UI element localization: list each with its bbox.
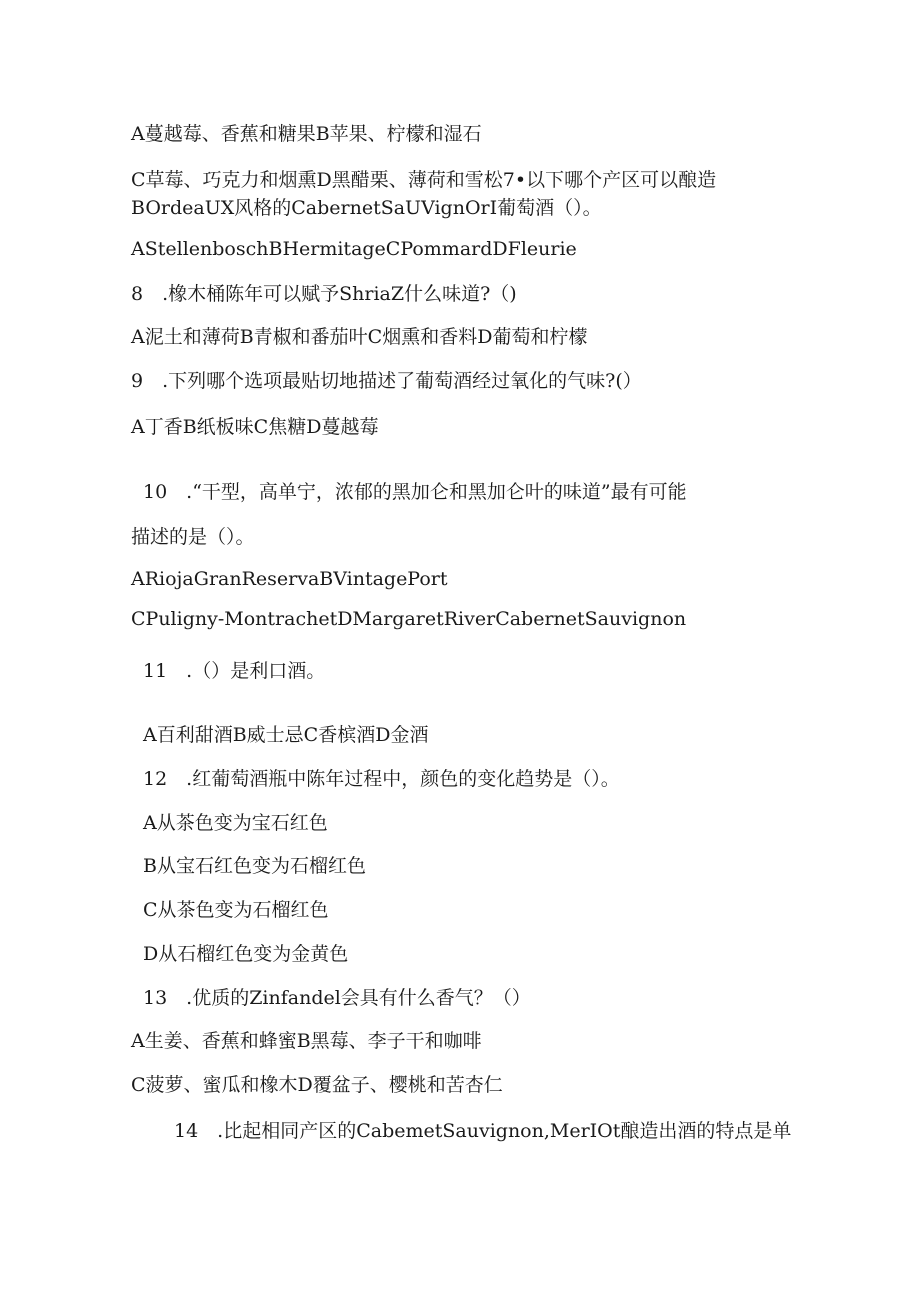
question-13: 13 .优质的Zinfandel会具有什么香气？（） [143, 987, 531, 1009]
answer-options-q13-ab: A生姜、香蕉和蜂蜜B黑莓、李子干和咖啡 [131, 1030, 482, 1052]
answer-option-q12-b: B从宝石红色变为石榴红色 [143, 855, 366, 877]
question-10: 10 .“干型，高单宁，浓郁的黑加仑和黑加仑叶的味道”最有可能 [143, 481, 687, 503]
answer-option-q12-c: C从茶色变为石榴红色 [143, 899, 329, 921]
answer-option-q12-a: A从茶色变为宝石红色 [143, 812, 328, 834]
answer-options-q9: A丁香B纸板味C焦糖D蔓越莓 [131, 416, 379, 438]
question-9: 9 .下列哪个选项最贴切地描述了葡萄酒经过氧化的气味?(） [131, 370, 642, 392]
answer-options-q6-ab: A蔓越莓、香蕉和糖果B苹果、柠檬和湿石 [131, 123, 482, 145]
question-14: 14 .比起相同产区的CabemetSauvignon,MerIOt酿造出酒的特点是单 [174, 1120, 792, 1142]
question-12: 12 .红葡萄酒瓶中陈年过程中，颜色的变化趋势是（）。 [143, 768, 620, 790]
answer-options-q6-cd-and-question-7: C草莓、巧克力和烟熏D黑醋栗、薄荷和雪松7•以下哪个产区可以酿造 [131, 169, 717, 191]
question-11: 11 .（）是利口酒。 [143, 660, 326, 682]
answer-options-q7: AStellenboschBHermitageCPommardDFleurie [131, 238, 577, 260]
answer-options-q8: A泥土和薄荷B青椒和番茄叶C烟熏和香料D葡萄和柠檬 [131, 326, 588, 348]
answer-options-q10-ab: ARiojaGranReservaBVintagePort [131, 568, 448, 590]
answer-option-q12-d: D从石榴红色变为金黄色 [143, 943, 349, 965]
answer-options-q11: A百利甜酒B威士忌C香槟酒D金酒 [143, 724, 429, 746]
question-8: 8 .橡木桶陈年可以赋予ShriaZ什么味道?（) [131, 283, 517, 305]
answer-options-q10-cd: CPuligny-MontrachetDMargaretRiverCabernetSauvignon [131, 608, 687, 630]
answer-options-q13-cd: C菠萝、蜜瓜和橡木D覆盆子、樱桃和苦杏仁 [131, 1074, 503, 1096]
question-7-continuation: BOrdeaUX风格的CabernetSaUVignOrI葡萄酒（）。 [131, 197, 602, 219]
question-10-continuation: 描述的是（）。 [131, 526, 255, 548]
